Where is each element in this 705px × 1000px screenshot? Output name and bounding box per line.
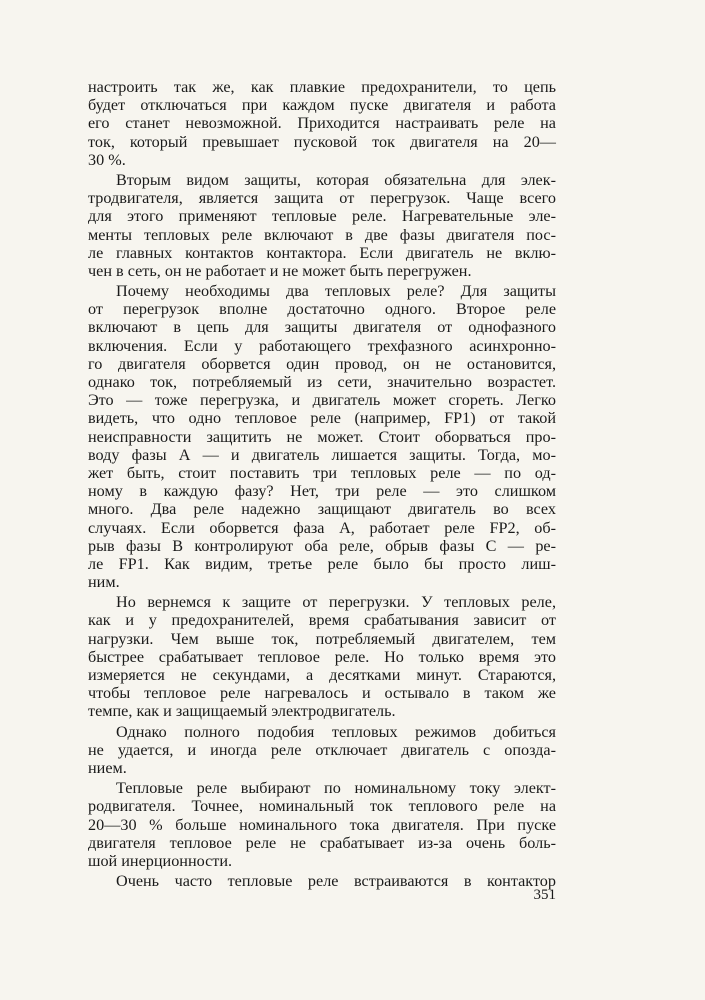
paragraph-6 bbox=[88, 779, 556, 870]
text-line: для этого применяют тепловые реле. Нагревательные эле- bbox=[88, 207, 556, 226]
text-line: двигателя тепловое реле не срабатывает из-за очень боль- bbox=[88, 833, 556, 852]
text-line: не удается, и иногда реле отключает двигатель с опозда- bbox=[88, 740, 556, 759]
page-number: 351 bbox=[533, 887, 556, 903]
text-line: будет отключаться при каждом пуске двигателя и работа bbox=[88, 96, 556, 115]
text-line: настроить так же, как плавкие предохранители, то цепь bbox=[88, 78, 556, 96]
paragraph-3 bbox=[88, 282, 556, 591]
text-line: включения. Если у работающего трехфазного асинхронно- bbox=[88, 336, 556, 355]
text-line: чтобы тепловое реле нагревалось и остывало в таком же bbox=[88, 684, 556, 703]
text-line: рыв фазы В контролируют оба реле, обрыв фазы С — ре- bbox=[88, 536, 556, 555]
text-line: от перегрузок вполне достаточно одного. Второе реле bbox=[88, 300, 556, 319]
text-line: Вторым видом защиты, которая обязательна для элек- bbox=[116, 170, 556, 189]
text-line: менты тепловых реле включают в две фазы двигателя пос- bbox=[88, 225, 556, 244]
text-line: Но вернемся к защите от перегрузки. У тепловых реле, bbox=[116, 593, 556, 612]
text-line: ле FP1. Как видим, третье реле было бы просто лиш- bbox=[88, 554, 556, 573]
text-line: Однако полного подобия тепловых режимов добиться bbox=[116, 722, 556, 741]
paragraph-4 bbox=[88, 593, 556, 720]
page-body bbox=[88, 78, 556, 890]
text-line: Это — тоже перегрузка, и двигатель может сгореть. Легко bbox=[88, 391, 556, 410]
text-line: Очень часто тепловые реле встраиваются в контактор bbox=[116, 872, 556, 891]
paragraph-7 bbox=[88, 872, 556, 890]
paragraph-1 bbox=[88, 78, 556, 169]
text-line: 30 %. bbox=[88, 150, 126, 169]
text-line: ному в каждую фазу? Нет, три реле — это слишком bbox=[88, 482, 556, 501]
text-line: воду фазы А — и двигатель лишается защиты. Тогда, мо- bbox=[88, 445, 556, 464]
text-line: жет быть, стоит поставить три тепловых реле — по од- bbox=[88, 463, 556, 482]
text-line: тродвигателя, является защита от перегрузок. Чаще всего bbox=[88, 189, 556, 208]
text-line: нием. bbox=[88, 758, 127, 777]
text-line: Почему необходимы два тепловых реле? Для защиты bbox=[116, 282, 556, 301]
text-line: ле главных контактов контактора. Если двигатель не вклю- bbox=[88, 243, 556, 262]
text-line: однако ток, потребляемый из сети, значительно возрастет. bbox=[88, 373, 556, 391]
text-line: включают в цепь для защиты двигателя от однофазного bbox=[88, 318, 556, 337]
text-line: видеть, что одно тепловое реле (например, FP1) от такой bbox=[88, 409, 556, 428]
paragraph-2 bbox=[88, 171, 556, 280]
text-line: быстрее срабатывает тепловое реле. Но только время это bbox=[88, 647, 556, 666]
paragraph-5 bbox=[88, 723, 556, 778]
text-line: шой инерционности. bbox=[88, 851, 233, 870]
text-line: 20—30 % больше номинального тока двигателя. При пуске bbox=[88, 815, 556, 834]
text-line: Тепловые реле выбирают по номинальному току элект- bbox=[116, 779, 556, 798]
text-line: ним. bbox=[88, 573, 120, 592]
text-line: много. Два реле надежно защищают двигатель во всех bbox=[88, 500, 556, 519]
text-line: нагрузки. Чем выше ток, потребляемый двигателем, тем bbox=[88, 629, 556, 648]
text-line: темпе, как и защищаемый электродвигатель. bbox=[88, 702, 396, 721]
text-line: ток, который превышает пусковой ток двигателя на 20— bbox=[88, 132, 556, 151]
text-line: измеряется не секундами, а десятками минут. Стараются, bbox=[88, 666, 556, 684]
text-line: как и у предохранителей, время срабатывания зависит от bbox=[88, 611, 556, 630]
text-line: го двигателя оборвется один провод, он не остановится, bbox=[88, 354, 556, 373]
text-line: случаях. Если оборвется фаза А, работает реле FP2, об- bbox=[88, 518, 556, 537]
text-line: неисправности защитить не может. Стоит оборваться про- bbox=[88, 427, 556, 446]
text-line: его станет невозможной. Приходится настраивать реле на bbox=[88, 114, 556, 133]
text-line: родвигателя. Точнее, номинальный ток теплового реле на bbox=[88, 797, 556, 816]
text-line: чен в сеть, он не работает и не может быть перегружен. bbox=[88, 261, 472, 280]
